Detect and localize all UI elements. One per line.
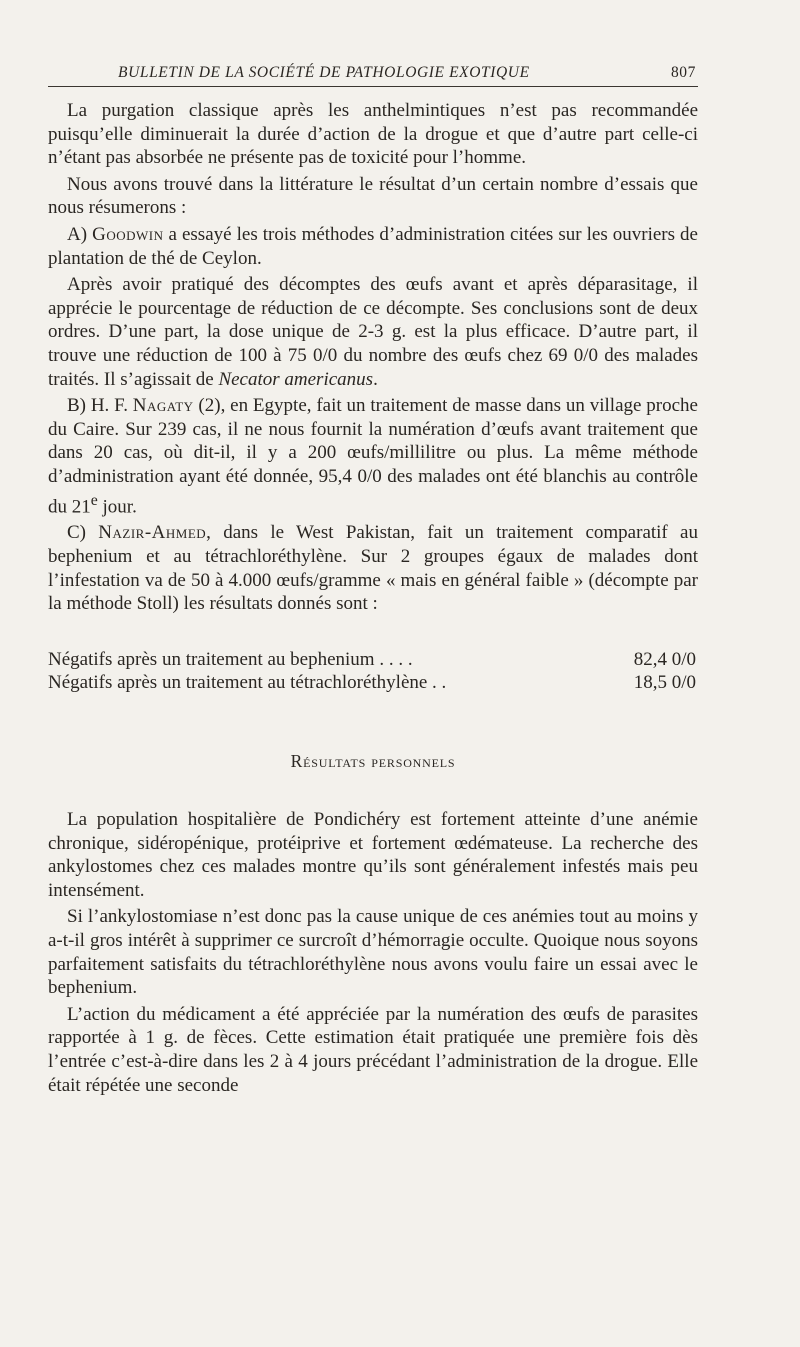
journal-page [48, 54, 698, 1100]
header-rule [48, 86, 698, 87]
paragraph-goodwin [48, 223, 698, 270]
paragraph-text: La population hospitalière de Pondichéry est fortement atteinte d’une anémie chronique, sidéropénique, protéiprive et fortement œdémateuse. La recherche des ankylostomes chez ces malades montre qu’ils sont généralement infestés mais peu intensément. [48, 808, 698, 901]
result-value: 82,4 0/0 [633, 648, 696, 670]
paragraph [48, 173, 698, 220]
author-name: Goodwin [92, 223, 164, 245]
author-name: Nazir-Ahmed [98, 522, 207, 544]
paragraph-text: La purgation classique après les anthelmintiques n’est pas recommandée puisqu’elle diminuerait la durée d’action de la drogue et que d’autre part celle-ci n’étant pas absorbée ne présente pas de toxicité pour l’homme. [48, 100, 698, 169]
result-label: Négatifs après un traitement au tétrachloréthylène . . [48, 672, 447, 694]
ordinal-superscript: e [90, 491, 98, 509]
paragraph-text: L’action du médicament a été appréciée par la numération des œufs de parasites rapportée à 1 g. de fèces. Cette estimation était pratiquée une première fois dès l’entrée c’est-à-dire dans les 2 à 4 jours précédant l’administration de la drogue. Elle était répétée une seconde [48, 1003, 698, 1096]
paragraph-text: a essayé les trois méthodes d’administration citées sur les ouvriers de plantation de thé de Ceylon. [48, 223, 698, 269]
list-marker: B) H. F. [67, 395, 133, 417]
running-head [48, 54, 698, 84]
page-number: 807 [670, 64, 696, 81]
paragraph-text: Nous avons trouvé dans la littérature le résultat d’un certain nombre d’essais que nous résumerons : [48, 173, 698, 219]
paragraph-suffix: jour. [97, 495, 137, 517]
section-heading: Résultats personnels [290, 750, 456, 771]
body-text [48, 99, 698, 616]
paragraph-nazir-ahmed [48, 521, 698, 615]
list-marker: A) [67, 223, 93, 245]
list-marker: C) [67, 522, 99, 544]
result-label: Négatifs après un traitement au bephenium . . . . [48, 648, 413, 670]
species-name: Necator americanus [218, 368, 374, 390]
paragraph-text: , dans le West Pakistan, fait un traitement comparatif au bephenium et au tétrachloréthylène. Sur 2 groupes égaux de malades dont l’infestation va de 50 à 4.000 œufs/gramme « mais en général faible » (décompte par la méthode Stoll) les résultats donnés sont : [48, 522, 698, 615]
running-title: BULLETIN DE LA SOCIÉTÉ DE PATHOLOGIE EXOTIQUE [118, 64, 530, 81]
paragraph-suffix: . [373, 368, 378, 390]
result-value: 18,5 0/0 [633, 672, 696, 694]
section-body [48, 808, 698, 1097]
paragraph [48, 905, 698, 999]
table-row [48, 671, 698, 695]
paragraph [48, 273, 698, 391]
paragraph [48, 99, 698, 170]
results-table [48, 648, 698, 695]
paragraph-text: (2), en Egypte, fait un traitement de masse dans un village proche du Caire. Sur 239 cas, il ne nous fournit la numération d’œufs avant traitement que dans 20 cas, où dit-il, il y a 200 œufs/millilitre ou plus. La même méthode d’administration ayant été donnée, 95,4 0/0 des malades ont été blanchis au contrôle du 21 [48, 395, 698, 517]
paragraph-text: Après avoir pratiqué des décomptes des œufs avant et après déparasitage, il apprécie le pourcentage de réduction de ce décompte. Ses conclusions sont de deux ordres. D’une part, la dose unique de 2-3 g. est la plus efficace. D’autre part, il trouve une réduction de 100 à 75 0/0 du nombre des œufs chez 69 0/0 des malades traités. Il s’agissait de [48, 274, 698, 390]
paragraph-nagaty [48, 394, 698, 518]
author-name: Nagaty [132, 395, 194, 417]
paragraph [48, 1003, 698, 1097]
paragraph [48, 808, 698, 902]
paragraph-text: Si l’ankylostomiase n’est donc pas la cause unique de ces anémies tout au moins y a-t-il gros intérêt à supprimer ce surcroît d’hémorragie occulte. Quoique nous soyons parfaitement satisfaits du tétrachloréthylène nous avons voulu faire un essai avec le bephenium. [48, 906, 698, 999]
table-row [48, 648, 698, 672]
